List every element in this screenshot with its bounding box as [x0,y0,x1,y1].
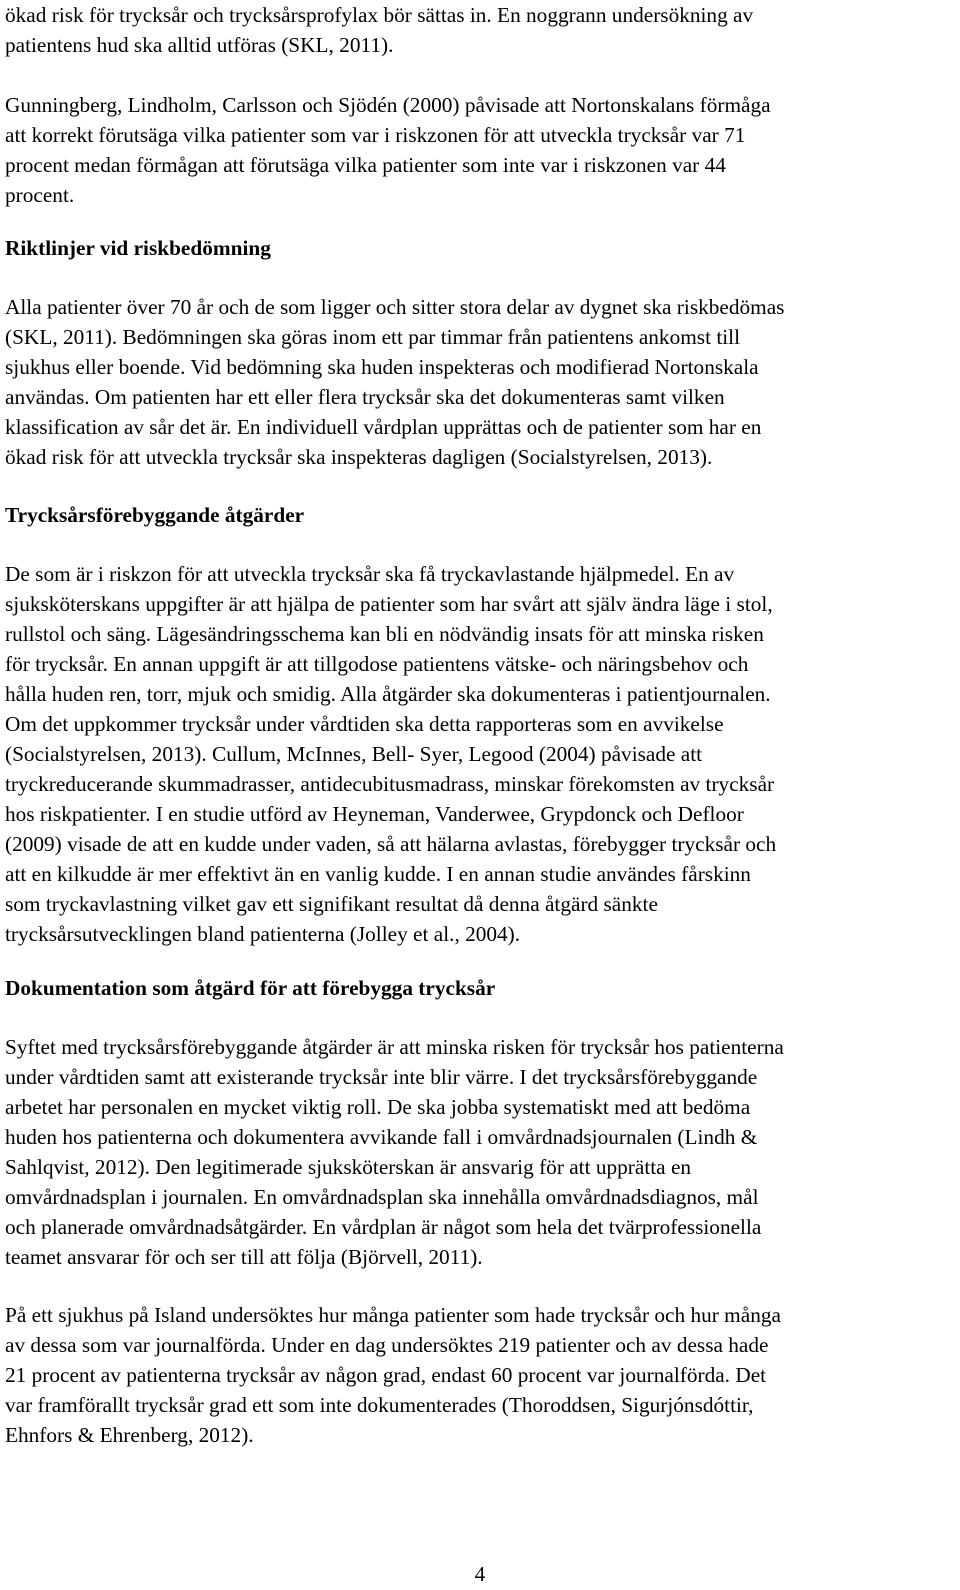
paragraph-line: patientens hud ska alltid utföras (SKL, 2011). [5,33,394,57]
paragraph-line: ökad risk för trycksår och trycksårsprofylax bör sättas in. En noggrann undersökning av [5,3,754,27]
paragraph-line: (Socialstyrelsen, 2013). Cullum, McInnes, Bell- Syer, Legood (2004) påvisade att [5,742,703,766]
paragraph-line: omvårdnadsplan i journalen. En omvårdnadsplan ska innehålla omvårdnadsdiagnos, mål [5,1185,759,1209]
paragraph-line: att en kilkudde är mer effektivt än en vanlig kudde. I en annan studie användes fårskinn [5,862,751,886]
paragraph-line: av dessa som var journalförda. Under en dag undersöktes 219 patienter och av dessa hade [5,1333,769,1357]
paragraph-line: Gunningberg, Lindholm, Carlsson och Sjödén (2000) påvisade att Nortonskalans förmåga [5,93,771,117]
paragraph-line: trycksårsutvecklingen bland patienterna (Jolley et al., 2004). [5,922,521,946]
paragraph-line: hos riskpatienter. I en studie utförd av Heyneman, Vanderwee, Grypdonck och Defloor [5,802,744,826]
paragraph-line: var framförallt trycksår grad ett som inte dokumenterades (Thoroddsen, Sigurjónsdóttir, [5,1393,754,1417]
paragraph-line: sjuksköterskans uppgifter är att hjälpa de patienter som har svårt att själv ändra läge i stol, [5,592,773,616]
paragraph-line: klassification av sår det är. En individuell vårdplan upprättas och de patienter som har en [5,415,762,439]
paragraph-line: tryckreducerande skummadrasser, antidecubitusmadrass, minskar förekomsten av trycksår [5,772,775,796]
paragraph-line: 21 procent av patienterna trycksår av någon grad, endast 60 procent var journalförda. Det [5,1363,767,1387]
paragraph-line: för trycksår. En annan uppgift är att tillgodose patientens vätske- och näringsbehov och [5,652,749,676]
section-heading: Dokumentation som åtgärd för att förebygga trycksår [5,976,496,1000]
paragraph-line: teamet ansvarar för och ser till att följa (Björvell, 2011). [5,1245,483,1269]
paragraph-line: De som är i riskzon för att utveckla trycksår ska få tryckavlastande hjälpmedel. En av [5,562,735,586]
paragraph-line: procent medan förmågan att förutsäga vilka patienter som inte var i riskzonen var 44 [5,153,726,177]
paragraph-line: huden hos patienterna och dokumentera avvikande fall i omvårdnadsjournalen (Lindh & [5,1125,758,1149]
paragraph-line: (2009) visade de att en kudde under vaden, så att hälarna avlastas, förebygger trycksår och [5,832,777,856]
paragraph-line: rullstol och säng. Lägesändringsschema kan bli en nödvändig insats för att minska risken [5,622,764,646]
paragraph-line: arbetet har personalen en mycket viktig roll. De ska jobba systematiskt med att bedöma [5,1095,751,1119]
paragraph-line: Alla patienter över 70 år och de som ligger och sitter stora delar av dygnet ska riskbedömas [5,295,785,319]
paragraph-line: På ett sjukhus på Island undersöktes hur många patienter som hade trycksår och hur många [5,1303,781,1327]
paragraph-line: Sahlqvist, 2012). Den legitimerade sjuksköterskan är ansvarig för att upprätta en [5,1155,692,1179]
section-heading: Riktlinjer vid riskbedömning [5,236,271,260]
paragraph-line: hålla huden ren, torr, mjuk och smidig. Alla åtgärder ska dokumenteras i patientjournalen. [5,682,771,706]
paragraph-line: Ehnfors & Ehrenberg, 2012). [5,1423,254,1447]
paragraph-line: Syftet med trycksårsförebyggande åtgärder är att minska risken för trycksår hos patienterna [5,1035,784,1059]
paragraph-line: sjukhus eller boende. Vid bedömning ska huden inspekteras och modifierad Nortonskala [5,355,759,379]
paragraph-line: Om det uppkommer trycksår under vårdtiden ska detta rapporteras som en avvikelse [5,712,724,736]
page-number: 4 [474,1562,486,1586]
paragraph-line: procent. [5,183,75,207]
paragraph-line: och planerade omvårdnadsåtgärder. En vårdplan är något som hela det tvärprofessionella [5,1215,762,1239]
paragraph-line: användas. Om patienten har ett eller flera trycksår ska det dokumenteras samt vilken [5,385,725,409]
paragraph-line: under vårdtiden samt att existerande trycksår inte blir värre. I det trycksårsförebyggande [5,1065,758,1089]
section-heading: Trycksårsförebyggande åtgärder [5,503,305,527]
paragraph-line: att korrekt förutsäga vilka patienter som var i riskzonen för att utveckla trycksår var 71 [5,123,746,147]
paragraph-line: som tryckavlastning vilket gav ett signifikant resultat då denna åtgärd sänkte [5,892,658,916]
paragraph-line: ökad risk för att utveckla trycksår ska inspekteras dagligen (Socialstyrelsen, 2013). [5,445,713,469]
paragraph-line: (SKL, 2011). Bedömningen ska göras inom ett par timmar från patientens ankomst till [5,325,740,349]
